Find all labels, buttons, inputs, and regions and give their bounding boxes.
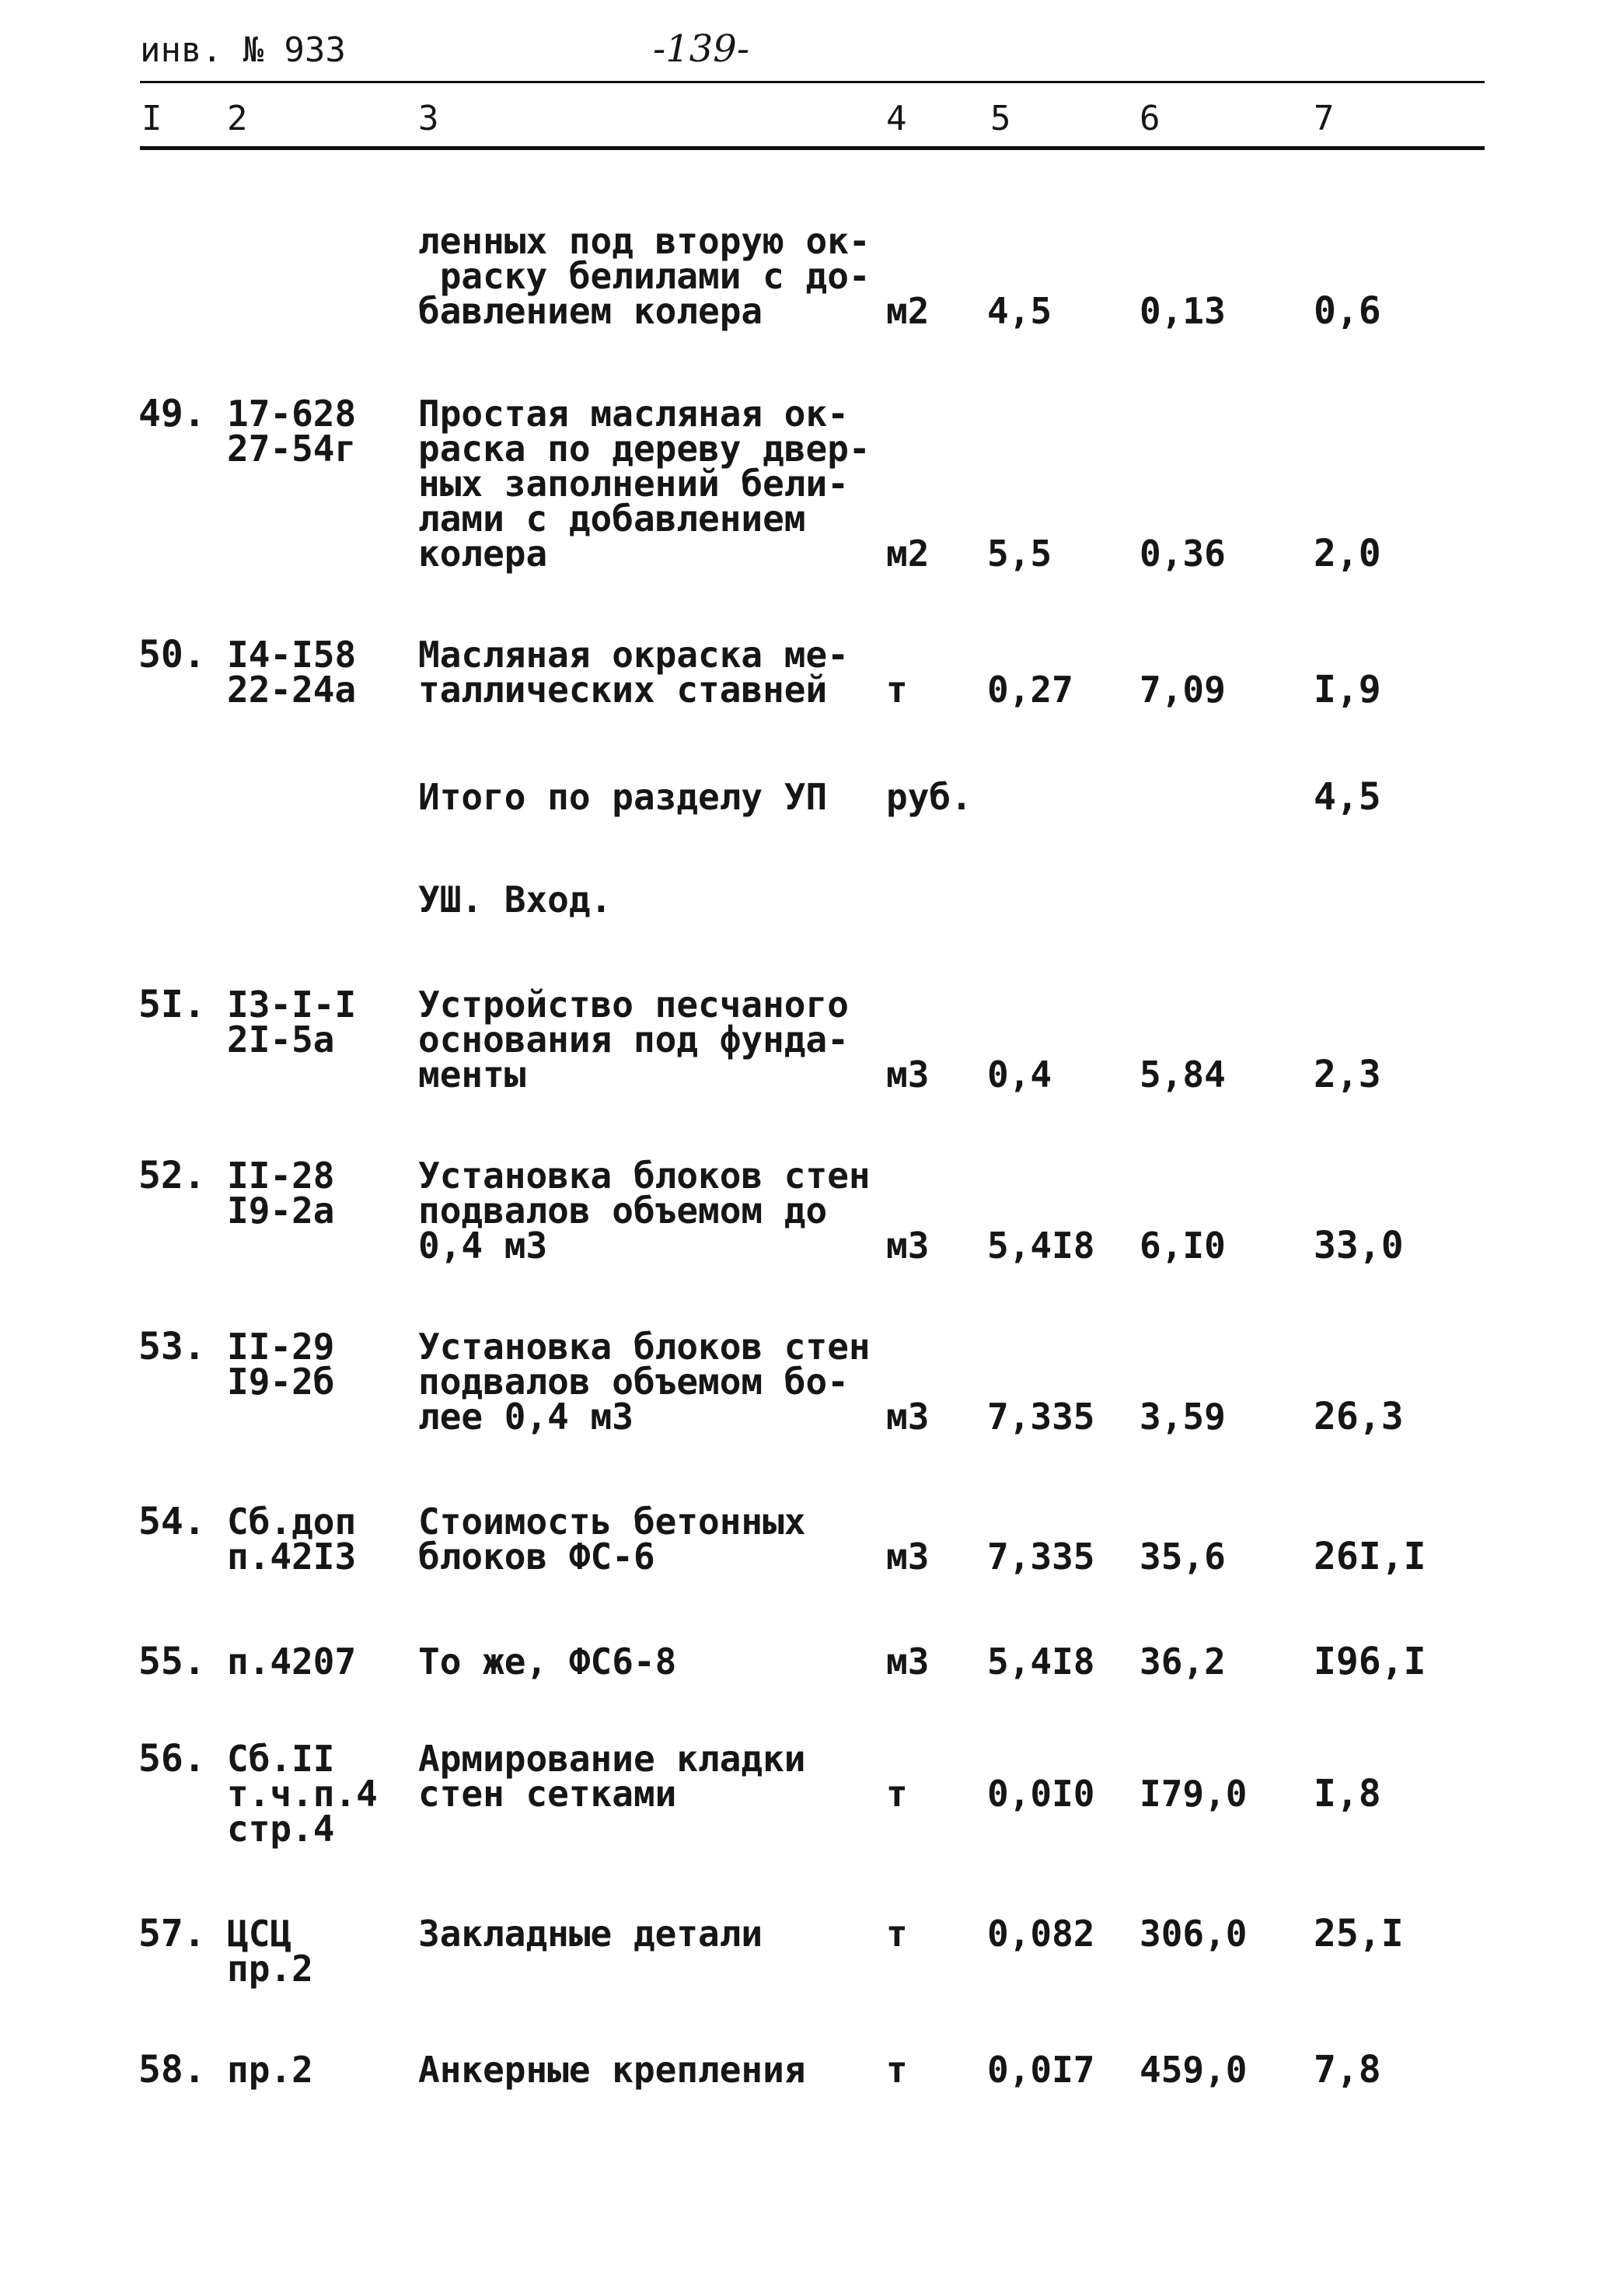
norm-code: 17-628 [227, 393, 357, 435]
norm-code: 22-24а [227, 669, 357, 711]
column-header-2: 2 [227, 99, 248, 138]
quantity: 0,27 [987, 669, 1073, 711]
unit-of-measure: т [886, 1913, 908, 1955]
total-cost: 7,8 [1314, 2048, 1381, 2092]
unit-price: 0,36 [1140, 533, 1226, 575]
unit-price: 6,I0 [1140, 1225, 1226, 1267]
work-description: Масляная окраска ме- [418, 634, 849, 676]
total-cost: 25,I [1314, 1912, 1404, 1955]
unit-of-measure: т [886, 669, 908, 711]
column-header-6: 6 [1140, 99, 1161, 138]
unit-of-measure: м2 [886, 290, 930, 332]
unit-of-measure: м3 [886, 1054, 930, 1096]
work-description: Устройство песчаного [418, 984, 849, 1026]
unit-price: 7,09 [1140, 669, 1226, 711]
norm-code: стр.4 [227, 1808, 335, 1850]
unit-price: 0,13 [1140, 290, 1226, 332]
work-description: подвалов объемом до [418, 1190, 828, 1232]
work-description: Установка блоков стен [418, 1155, 871, 1197]
norm-code: Сб.II [227, 1738, 335, 1780]
work-description: колера [418, 533, 548, 575]
work-description: стен сетками [418, 1773, 677, 1815]
unit-of-measure: т [886, 1773, 908, 1815]
norm-code: п.42I3 [227, 1536, 357, 1578]
total-cost: 2,3 [1314, 1053, 1381, 1096]
unit-of-measure: руб. [886, 776, 972, 818]
total-cost: 0,6 [1314, 289, 1381, 333]
quantity: 0,082 [987, 1913, 1095, 1955]
row-number: 53. [138, 1325, 206, 1368]
work-description: подвалов объемом бо- [418, 1361, 849, 1403]
unit-price: I79,0 [1140, 1773, 1248, 1815]
total-cost: 26,3 [1314, 1395, 1404, 1438]
quantity: 5,4I8 [987, 1641, 1095, 1683]
work-description: раску белилами с до- [418, 255, 871, 297]
norm-code: I4-I58 [227, 634, 357, 676]
work-description: лее 0,4 м3 [418, 1396, 633, 1438]
norm-code: т.ч.п.4 [227, 1773, 378, 1815]
work-description: таллических ставней [418, 669, 828, 711]
work-description: Установка блоков стен [418, 1326, 871, 1368]
total-cost: 2,0 [1314, 532, 1381, 575]
work-description: ленных под вторую ок- [418, 220, 871, 262]
quantity: 7,335 [987, 1396, 1095, 1438]
work-description: ных заполнений бели- [418, 463, 849, 505]
work-description: Простая масляная ок- [418, 393, 849, 435]
total-cost: I,8 [1314, 1772, 1381, 1815]
unit-price: 3,59 [1140, 1396, 1226, 1438]
work-description: Закладные детали [418, 1913, 763, 1955]
norm-code: пр.2 [227, 2049, 313, 2091]
work-description: бавлением колера [418, 290, 763, 332]
work-description: Стоимость бетонных [418, 1501, 806, 1543]
column-header-3: 3 [418, 99, 439, 138]
row-number: 54. [138, 1500, 206, 1543]
unit-price: 35,6 [1140, 1536, 1226, 1578]
row-number: 58. [138, 2048, 206, 2092]
norm-code: 27-54г [227, 428, 357, 470]
work-description: основания под фунда- [418, 1019, 849, 1061]
work-description: УШ. Вход. [418, 879, 613, 921]
quantity: 0,0I0 [987, 1773, 1095, 1815]
column-header-1: I [141, 99, 162, 138]
unit-of-measure: м3 [886, 1536, 930, 1578]
work-description: Армирование кладки [418, 1738, 806, 1780]
norm-code: I9-2б [227, 1361, 335, 1403]
unit-price: 36,2 [1140, 1641, 1226, 1683]
row-number: 57. [138, 1912, 206, 1955]
total-cost: I96,I [1314, 1640, 1426, 1683]
unit-of-measure: т [886, 2049, 908, 2091]
unit-of-measure: м3 [886, 1396, 930, 1438]
row-number: 5I. [138, 983, 206, 1026]
row-number: 50. [138, 633, 206, 676]
quantity: 0,4 [987, 1054, 1052, 1096]
work-description: 0,4 м3 [418, 1225, 548, 1267]
row-number: 52. [138, 1154, 206, 1197]
work-description: Анкерные крепления [418, 2049, 806, 2091]
column-header-5: 5 [990, 99, 1011, 138]
quantity: 7,335 [987, 1536, 1095, 1578]
header-bottom-rule [140, 146, 1485, 150]
work-description: лами с добавлением [418, 498, 806, 540]
norm-code: I9-2а [227, 1190, 335, 1232]
page-number: -139- [653, 27, 750, 71]
norm-code: I3-I-I [227, 984, 357, 1026]
quantity: 4,5 [987, 290, 1052, 332]
unit-price: 306,0 [1140, 1913, 1248, 1955]
inventory-number: инв. № 933 [140, 30, 346, 70]
total-cost: 4,5 [1314, 775, 1381, 819]
norm-code: Сб.доп [227, 1501, 357, 1543]
unit-price: 459,0 [1140, 2049, 1248, 2091]
work-description: Итого по разделу УП [418, 776, 828, 818]
norm-code: 2I-5а [227, 1019, 335, 1061]
unit-of-measure: м2 [886, 533, 930, 575]
total-cost: 33,0 [1314, 1224, 1404, 1267]
norm-code: пр.2 [227, 1948, 313, 1990]
quantity: 5,5 [987, 533, 1052, 575]
work-description: То же, ФС6-8 [418, 1641, 677, 1683]
work-description: менты [418, 1054, 526, 1096]
norm-code: ЦСЦ [227, 1913, 292, 1955]
norm-code: п.4207 [227, 1641, 357, 1683]
total-cost: 26I,I [1314, 1535, 1426, 1578]
unit-of-measure: м3 [886, 1641, 930, 1683]
quantity: 5,4I8 [987, 1225, 1095, 1267]
row-number: 55. [138, 1640, 206, 1683]
total-cost: I,9 [1314, 668, 1381, 711]
quantity: 0,0I7 [987, 2049, 1095, 2091]
unit-price: 5,84 [1140, 1054, 1226, 1096]
work-description: раска по дереву двер- [418, 428, 871, 470]
norm-code: II-29 [227, 1326, 335, 1368]
norm-code: II-28 [227, 1155, 335, 1197]
work-description: блоков ФС-6 [418, 1536, 655, 1578]
header-top-rule [140, 81, 1485, 83]
column-header-4: 4 [886, 99, 907, 138]
unit-of-measure: м3 [886, 1225, 930, 1267]
row-number: 49. [138, 392, 206, 435]
column-header-7: 7 [1314, 99, 1335, 138]
row-number: 56. [138, 1737, 206, 1781]
